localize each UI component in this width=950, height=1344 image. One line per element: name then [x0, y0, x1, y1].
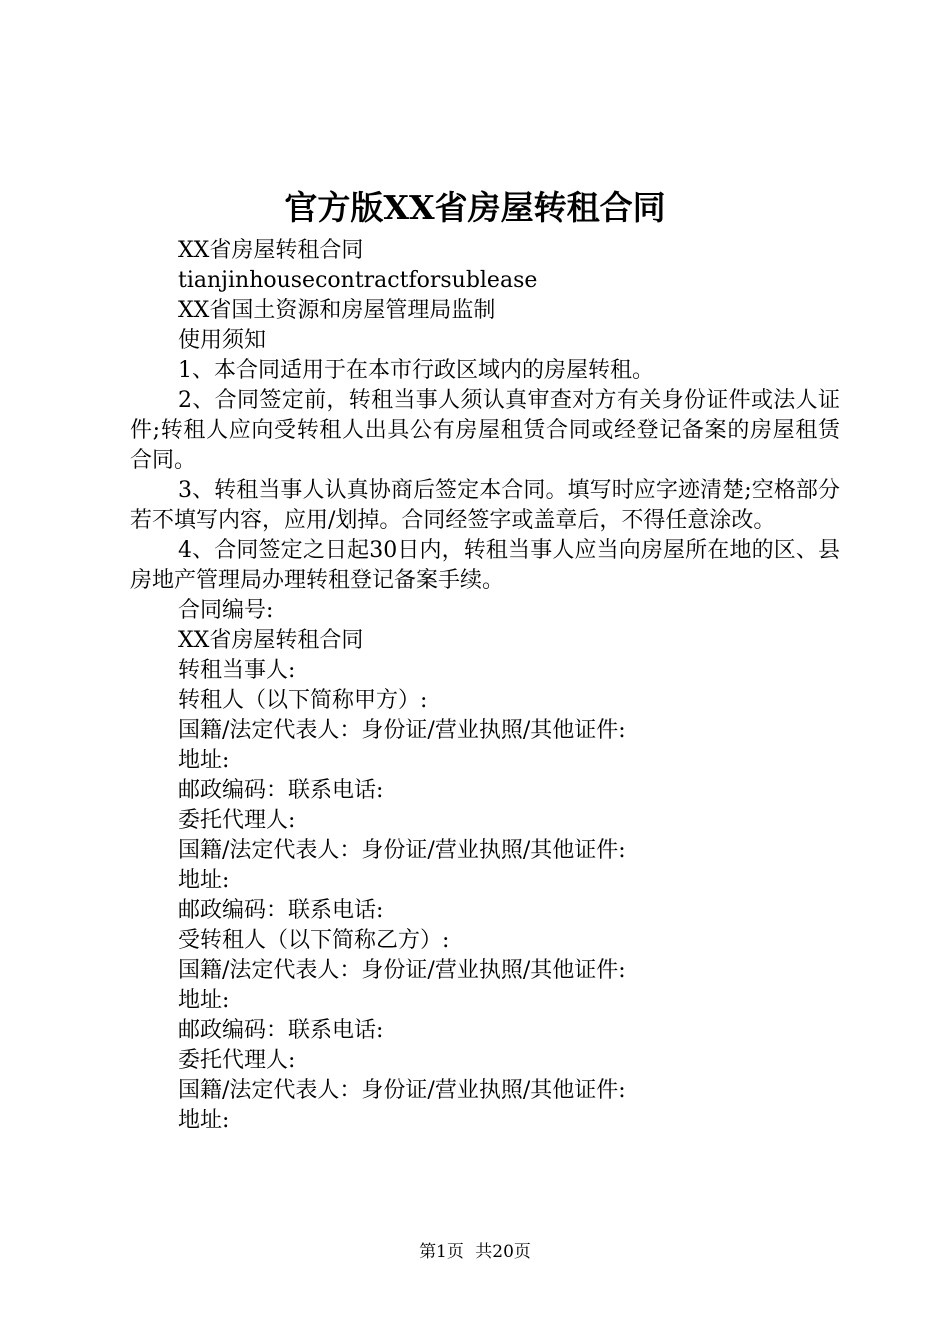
- doc-line-26: 地址:: [178, 1108, 230, 1133]
- doc-line-12: 转租人（以下简称甲方）:: [178, 688, 428, 713]
- doc-line-18: 地址:: [178, 868, 230, 893]
- doc-line-23: 邮政编码：联系电话:: [178, 1018, 384, 1043]
- doc-line-1: XX省房屋转租合同: [178, 238, 364, 263]
- doc-line-6: 2、合同签定前，转租当事人须认真审查对方有关身份证件或法人证件;转租人应向受转租人出具公有房屋租赁合同或经登记备案的房屋租赁合同。: [130, 388, 840, 473]
- doc-line-11: 转租当事人:: [178, 658, 296, 683]
- doc-line-16: 委托代理人:: [178, 808, 296, 833]
- page-number-current: 第1页: [419, 1242, 464, 1262]
- doc-line-13: 国籍/法定代表人：身份证/营业执照/其他证件:: [178, 718, 626, 743]
- doc-line-17: 国籍/法定代表人：身份证/营业执照/其他证件:: [178, 838, 626, 863]
- doc-line-2: tianjinhousecontractforsublease: [178, 268, 538, 293]
- doc-line-10: XX省房屋转租合同: [178, 628, 364, 653]
- page-number-total: 共20页: [475, 1242, 531, 1262]
- doc-line-5: 1、本合同适用于在本市行政区域内的房屋转租。: [178, 358, 654, 383]
- doc-line-22: 地址:: [178, 988, 230, 1013]
- doc-line-4: 使用须知: [178, 328, 267, 353]
- doc-line-25: 国籍/法定代表人：身份证/营业执照/其他证件:: [178, 1078, 626, 1103]
- doc-line-15: 邮政编码：联系电话:: [178, 778, 384, 803]
- document-title: 官方版XX省房屋转租合同: [284, 188, 666, 227]
- doc-line-14: 地址:: [178, 748, 230, 773]
- page-footer: [0, 1240, 950, 1264]
- doc-line-20: 受转租人（以下简称乙方）:: [178, 928, 450, 953]
- doc-line-9: 合同编号:: [178, 598, 274, 623]
- doc-line-3: XX省国土资源和房屋管理局监制: [178, 298, 496, 323]
- doc-line-21: 国籍/法定代表人：身份证/营业执照/其他证件:: [178, 958, 626, 983]
- doc-line-24: 委托代理人:: [178, 1048, 296, 1073]
- document-body: [130, 236, 840, 1136]
- doc-line-19: 邮政编码：联系电话:: [178, 898, 384, 923]
- doc-line-8: 4、合同签定之日起30日内，转租当事人应当向房屋所在地的区、县房地产管理局办理转租登记备案手续。: [130, 538, 840, 593]
- doc-line-7: 3、转租当事人认真协商后签定本合同。填写时应字迹清楚;空格部分若不填写内容，应用/划掉。合同经签字或盖章后，不得任意涂改。: [130, 478, 840, 533]
